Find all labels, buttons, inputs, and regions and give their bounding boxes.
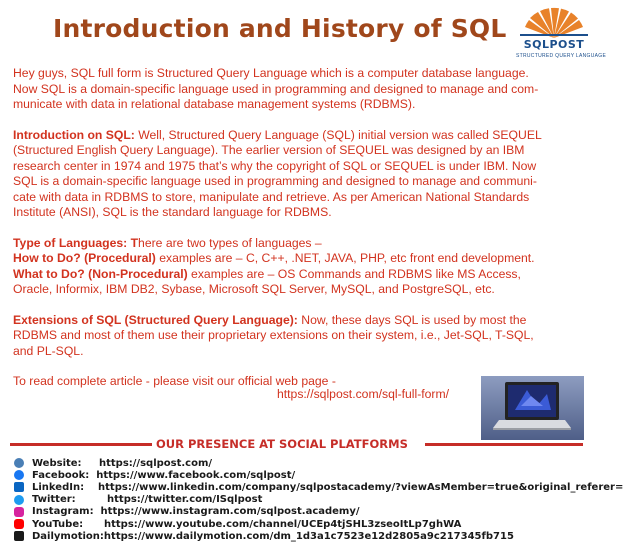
text-line: cate with data in RDBMS to store, manipulate and retrieve. As per American National Standards — [13, 189, 530, 204]
text-line — [13, 267, 581, 283]
intro-paragraph — [13, 66, 581, 113]
social-row-website[interactable] — [14, 457, 593, 469]
text-line: Oracle, Informix, IBM DB2, Sybase, Microsoft SQL Server, MySQL, and PostgreSQL, etc. — [13, 282, 495, 296]
introduction-paragraph — [13, 128, 581, 221]
social-url[interactable]: https://twitter.com/ISqlpost — [107, 494, 263, 506]
text-run: examples are – C, C++, .NET, JAVA, PHP, etc front end development. — [155, 251, 535, 265]
text-line: SQL is a domain-specific language used in programming and designed to manage and communi- — [13, 174, 537, 188]
text-line — [13, 251, 581, 267]
social-url[interactable]: https://www.youtube.com/channel/UCEp4tjSHL3zseoItLp7ghWA — [103, 518, 462, 530]
procedural-heading: How to Do? (Procedural) — [13, 251, 156, 265]
text-line: Hey guys, SQL full form is Structured Query Language which is a computer database language. — [13, 66, 529, 80]
text-line: RDBMS and most of them use their proprietary extensions on their system, i.e., Jet-SQL, T-SQL, — [13, 328, 534, 342]
text-run: Well, Structured Query Language (SQL) initial version was called SEQUEL — [134, 127, 542, 142]
sunburst-logo-icon — [516, 4, 592, 40]
social-label: Website: — [32, 457, 82, 469]
twitter-icon — [14, 495, 24, 505]
text-line: Institute (ANSI), SQL is the standard language for RDBMS. — [13, 205, 332, 219]
text-line: municate with data in relational database management systems (RDBMS). — [13, 97, 416, 111]
nonprocedural-heading: What to Do? (Non-Procedural) — [13, 266, 188, 281]
text-line: (Structured English Query Language). The earlier version of SEQUEL was designed by an IBM — [13, 143, 525, 157]
text-run: examples are – OS Commands and RDBMS like MS Access, — [187, 266, 521, 281]
social-row-linkedin[interactable] — [14, 481, 623, 493]
linkedin-icon — [14, 482, 24, 492]
social-url[interactable]: https://www.facebook.com/sqlpost/ — [96, 469, 296, 481]
label-spacer — [83, 519, 104, 530]
text-line — [13, 128, 581, 144]
dailymotion-icon — [14, 531, 24, 541]
youtube-icon — [14, 519, 24, 529]
label-spacer — [82, 458, 99, 469]
instagram-icon — [14, 507, 24, 517]
social-heading: OUR PRESENCE AT SOCIAL PLATFORMS — [156, 437, 408, 451]
label-spacer — [89, 470, 96, 481]
text-run: Now, these days SQL is used by most the — [297, 312, 527, 327]
section-heading: Extensions of SQL (Structured Query Language): — [13, 312, 298, 327]
label-spacer — [94, 506, 101, 517]
page-title: Introduction and History of SQL — [53, 14, 507, 43]
laptop-image — [481, 376, 584, 440]
text-line — [13, 236, 581, 252]
laptop-icon — [481, 376, 584, 440]
social-label: Dailymotion: — [32, 530, 104, 542]
facebook-icon — [14, 470, 24, 480]
section-divider — [10, 443, 152, 446]
social-row-instagram[interactable] — [14, 506, 593, 518]
section-divider — [425, 443, 583, 446]
social-label: LinkedIn: — [32, 481, 85, 493]
social-url[interactable]: https://www.linkedin.com/company/sqlpostacademy/?viewAsMember=true&original_referer= — [98, 481, 623, 493]
social-label: YouTube: — [32, 518, 84, 530]
text-line: To read complete article - please visit our official web page - — [13, 374, 336, 388]
social-row-youtube[interactable] — [14, 518, 593, 530]
logo-tagline: STRUCTURED QUERY LANGUAGE — [516, 53, 607, 59]
social-row-dailymotion[interactable] — [14, 530, 593, 542]
section-heading: Type of Languages: T — [13, 235, 139, 250]
globe-icon — [14, 458, 24, 468]
section-heading: Introduction on SQL: — [13, 127, 135, 142]
social-url[interactable]: https://www.instagram.com/sqlpost.academy/ — [100, 506, 360, 518]
logo-brand-name: SQLPOST — [523, 38, 585, 51]
social-row-twitter[interactable] — [14, 494, 593, 506]
social-links-list — [14, 457, 623, 542]
text-line — [13, 313, 581, 329]
social-label: Twitter: — [32, 494, 76, 506]
label-spacer — [84, 482, 98, 493]
article-body — [13, 66, 581, 405]
article-link[interactable]: https://sqlpost.com/sql-full-form/ — [277, 387, 450, 401]
text-line: research center in 1974 and 1975 that’s why the copyright of SQL or SEQUEL is under IBM. Now — [13, 158, 537, 173]
social-url[interactable]: https://sqlpost.com/ — [98, 457, 213, 469]
text-run: here are two types of languages – — [138, 235, 322, 250]
text-line: and PL-SQL. — [13, 343, 84, 358]
social-label: Instagram: — [32, 506, 94, 518]
social-url[interactable]: https://www.dailymotion.com/dm_1d3a1c7523e12d2805a9c217345fb715 — [103, 530, 514, 542]
label-spacer — [76, 494, 107, 505]
types-paragraph — [13, 236, 581, 298]
social-label: Facebook: — [32, 469, 90, 481]
sqlpost-logo[interactable] — [516, 4, 607, 68]
text-line: Now SQL is a domain-specific language used in programming and designed to manage and com- — [13, 81, 539, 96]
extensions-paragraph — [13, 313, 581, 360]
social-row-facebook[interactable] — [14, 469, 593, 481]
